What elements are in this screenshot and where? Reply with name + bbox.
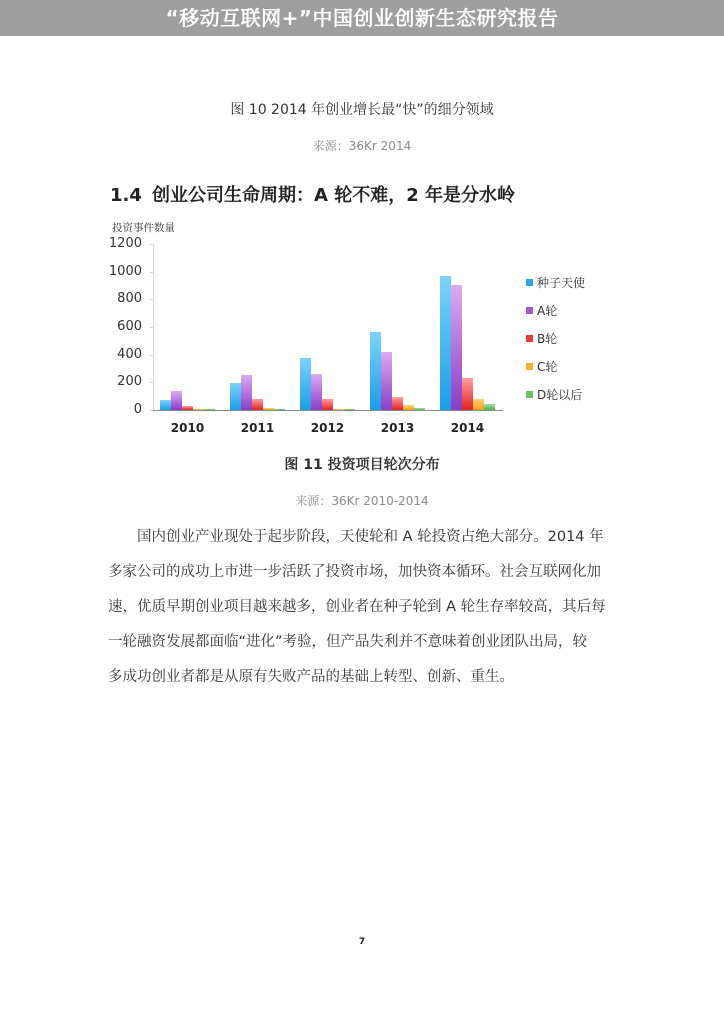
legend-item xyxy=(526,360,585,388)
bar-2012-1 xyxy=(311,374,322,410)
bar-2010-1 xyxy=(171,391,182,410)
x-tick-label: 2012 xyxy=(310,421,345,435)
page-number: 7 xyxy=(358,937,366,947)
legend-item xyxy=(526,304,585,332)
bar-chart xyxy=(108,218,608,443)
legend-swatch-icon xyxy=(526,279,533,286)
legend-item xyxy=(526,332,585,360)
legend-swatch-icon xyxy=(526,335,533,342)
bar-2014-3 xyxy=(473,399,484,410)
bar-2010-0 xyxy=(160,400,171,410)
bar-2014-0 xyxy=(440,276,451,410)
plot-area xyxy=(153,244,503,410)
legend-label: C轮 xyxy=(537,360,558,374)
y-tick-label: 0 xyxy=(133,402,142,417)
bar-2011-2 xyxy=(252,399,263,410)
body-paragraph xyxy=(108,520,608,695)
legend-label: B轮 xyxy=(537,332,558,346)
y-axis-label: 投资事件数量 xyxy=(112,222,175,234)
x-tick-label: 2010 xyxy=(170,421,205,435)
paragraph-line: 多成功创业者都是从原有失败产品的基础上转型、创新、重生。 xyxy=(108,669,514,685)
report-header: “移动互联网+”中国创业创新生态研究报告 xyxy=(0,0,724,36)
y-tick-label: 400 xyxy=(117,346,142,362)
bar-2014-1 xyxy=(451,285,462,410)
legend-item xyxy=(526,388,585,416)
paragraph-line: 国内创业产业现处于起步阶段，天使轮和 A 轮投资占绝大部分。2014 年 xyxy=(137,529,604,545)
legend-swatch-icon xyxy=(526,307,533,314)
paragraph-line: 速，优质早期创业项目越来越多，创业者在种子轮到 A 轮生存率较高，其后每 xyxy=(108,599,606,615)
legend-swatch-icon xyxy=(526,391,533,398)
y-tick-label: 1000 xyxy=(108,263,142,279)
legend-label: A轮 xyxy=(537,304,558,318)
figure-10-caption: 图 10 2014 年创业增长最“快”的细分领域 xyxy=(230,102,494,118)
legend-swatch-icon xyxy=(526,363,533,370)
chart-legend xyxy=(526,276,585,416)
figure-10-source: 来源：36Kr 2014 xyxy=(312,139,412,153)
paragraph-line: 多家公司的成功上市进一步活跃了投资市场，加快资本循环。社会互联网化加 xyxy=(108,564,601,580)
x-axis-line xyxy=(153,410,503,411)
bar-2012-0 xyxy=(300,358,311,410)
bar-2013-0 xyxy=(370,332,381,410)
paragraph-line: 一轮融资发展都面临“进化”考验，但产品失利并不意味着创业团队出局，较 xyxy=(108,634,588,650)
legend-label: D轮以后 xyxy=(537,388,583,402)
x-tick-label: 2014 xyxy=(450,421,485,435)
bar-2011-0 xyxy=(230,383,241,410)
section-heading xyxy=(110,181,515,207)
bar-2014-2 xyxy=(462,378,473,410)
y-tick-label: 600 xyxy=(117,319,142,334)
bar-2013-2 xyxy=(392,397,403,410)
bar-2011-1 xyxy=(241,375,252,410)
y-tick-label: 800 xyxy=(117,291,142,307)
x-tick-label: 2013 xyxy=(380,421,415,435)
legend-label: 种子天使 xyxy=(537,276,586,290)
bar-2012-2 xyxy=(322,399,333,410)
section-number: 1.4 xyxy=(110,185,142,206)
legend-item xyxy=(526,276,585,304)
y-tick-label: 200 xyxy=(117,374,142,390)
y-tick-label: 1200 xyxy=(108,236,142,251)
figure-11-source: 来源：36Kr 2010-2014 xyxy=(295,494,429,508)
x-tick-label: 2011 xyxy=(240,421,275,435)
bar-2013-1 xyxy=(381,352,392,410)
section-title-text: 创业公司生命周期：A 轮不难，2 年是分水岭 xyxy=(152,185,515,206)
figure-11-caption: 图 11 投资项目轮次分布 xyxy=(284,457,440,473)
